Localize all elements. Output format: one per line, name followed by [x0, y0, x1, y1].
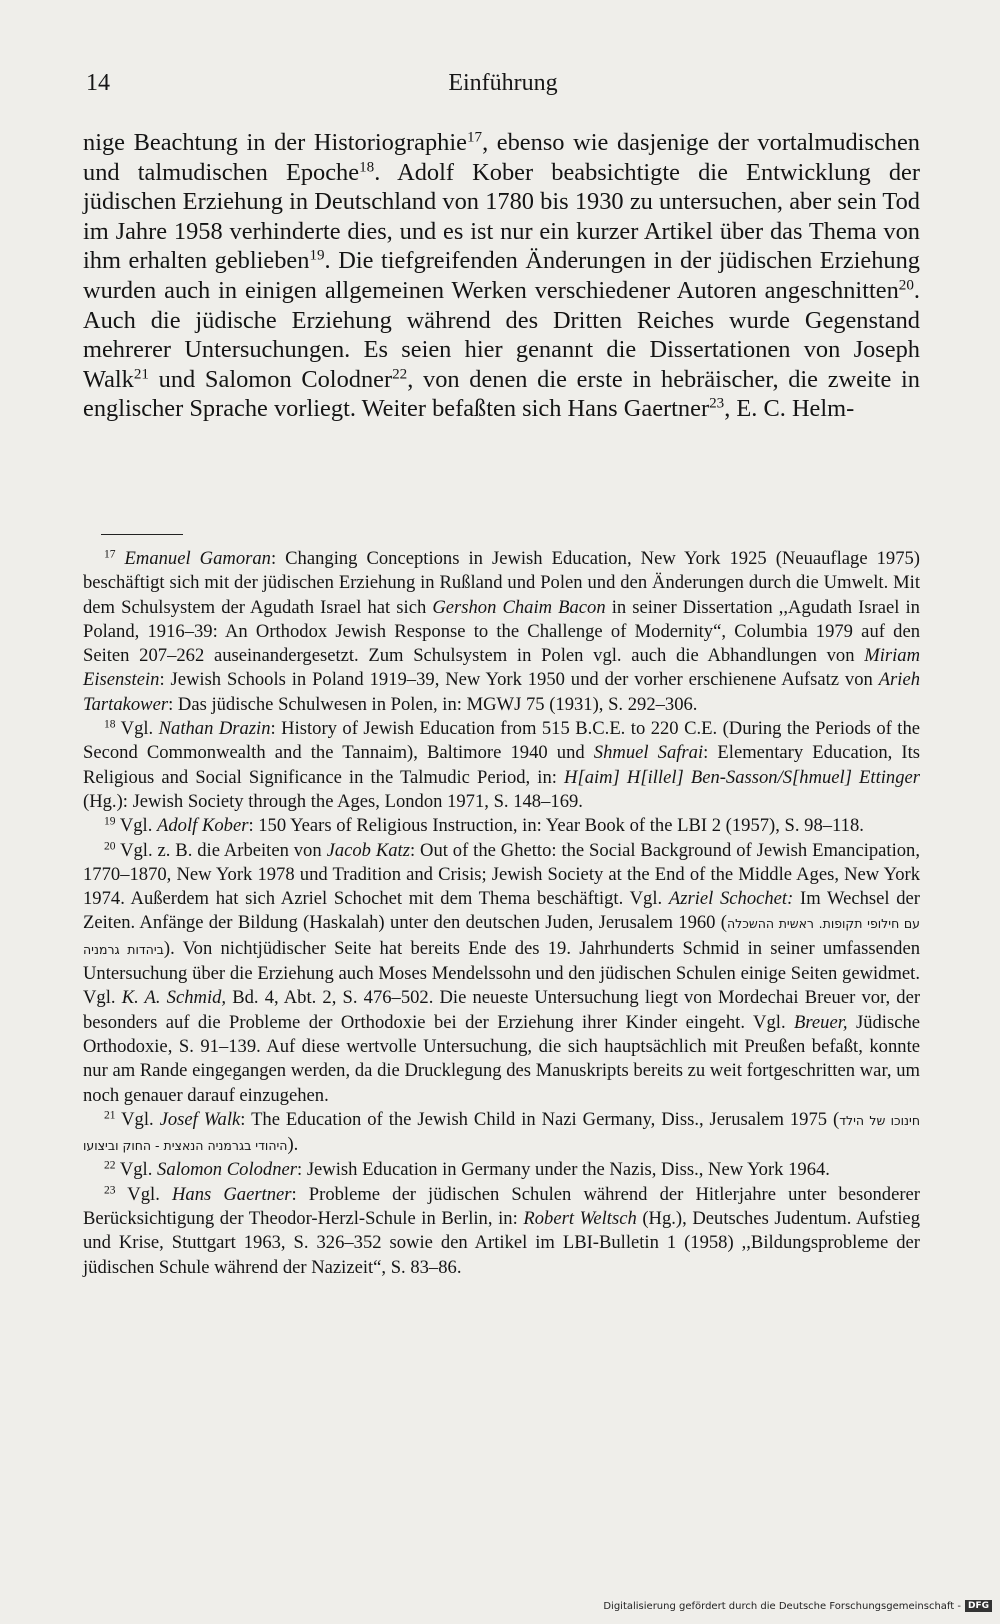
- footnote-19: $^{19}$ Vgl. Adolf Kober: 150 Years of Religious Instruction, in: Year Book of the LBI 2 (1957), S. 98–118.: [104, 815, 864, 837]
- dfg-logo: DFG: [965, 1600, 992, 1612]
- footnote-22: $^{22}$ Vgl. Salomon Colodner: Jewish Education in Germany under the Nazis, Diss., New York 1964.: [104, 1159, 830, 1181]
- body-paragraph: nige Beachtung in der Historiographie$^{17}$, ebenso wie dasjenige der vortalmudischen und talmudischen Epoche$^{18}$. Adolf Kober beabsichtigte die Entwicklung der jüdischen Erziehung in Deutschland von 1780 bis 1930 zu untersuchen, aber sein Tod im Jahre 1958 verhinderte dies, und es ist nur ein kurzer Artikel über das Thema von ihm erhalten geblieben$^{19}$. Die tiefgreifenden Änderungen in der jüdischen Erziehung wurden auch in einigen allgemeinen Werken verschiedener Autoren angeschnitten$^{20}$. Auch die jüdische Erziehung während des Dritten Reiches wurde Gegenstand mehrerer Untersuchungen. Es seien hier genannt die Dissertationen von Joseph Walk$^{21}$ und Salomon Colodner$^{22}$, von denen die erste in hebräischer, die zweite in englischer Sprache vorliegt. Weiter befaßten sich Hans Gaertner$^{23}$, E. C. Helm-: [83, 129, 920, 423]
- running-title: Einführung: [448, 70, 558, 96]
- footnote-ref-17[interactable]: 17: [466, 129, 483, 146]
- footnote-ref-18[interactable]: 18: [359, 159, 375, 176]
- footnotes: [83, 547, 920, 1280]
- footnote-ref-20[interactable]: 20: [898, 277, 914, 294]
- footnote-ref-22[interactable]: 22: [392, 366, 408, 383]
- hebrew-title: חינוכו של הילד היהודי בגרמניה הנאצית - החוק וביצועו: [83, 1112, 920, 1154]
- digitization-credit: [603, 1600, 992, 1612]
- footnote-23: $^{23}$ Vgl. Hans Gaertner: Probleme der jüdischen Schulen während der Hitlerjahre unter besonderer Berücksichtigung der Theodor-Herzl-Schule in Berlin, in: Robert Weltsch (Hg.), Deutsches Judentum. Aufstieg und Krise, Stuttgart 1963, S. 326–352 sowie den Artikel im LBI-Bulletin 1 (1958) ,,Bildungsprobleme der jüdischen Schule während der Nazizeit“, S. 83–86.: [83, 1183, 920, 1278]
- footnote-ref-23[interactable]: 23: [709, 396, 725, 413]
- footnote-20: $^{20}$ Vgl. z. B. die Arbeiten von Jacob Katz: Out of the Ghetto: the Social Background of Jewish Emancipation, 1770–1870, New York 1978 und Tradition and Crisis; Jewish Society at the End of the Middle Ages, New York 1974. Außerdem hat sich Azriel Schochet mit dem Thema beschäftigt. Vgl. Azriel Schochet: Im Wechsel der Zeiten. Anfänge der Bildung (Haskalah) unter den deutschen Juden, Jerusalem 1960 (עם חילופי תקופות. ראשית ההשכלה ביהדות גרמניה). Von nichtjüdischer Seite hat bereits Ende des 19. Jahrhunderts Schmid in seiner umfassenden Untersuchung über die Erziehung auch Moses Mendelssohn und den jüdischen Schulen einige Seiten gewidmet. Vgl. K. A. Schmid, Bd. 4, Abt. 2, S. 476–502. Die neueste Untersuchung liegt von Mordechai Breuer vor, der besonders auf die Probleme der Orthodoxie bei der Erziehung ihrer Kinder eingeht. Vgl. Breuer, Jüdische Orthodoxie, S. 91–139. Auf diese wertvolle Untersuchung, die sich hauptsächlich mit Preußen befaßt, konnte nur am Rande eingegangen werden, da die Drucklegung des Manuskripts bereits zu weit fortgeschritten war, um noch genauer darauf einzugehen.: [83, 839, 921, 1106]
- credit-text: Digitalisierung gefördert durch die Deutsche Forschungsgemeinschaft -: [603, 1600, 961, 1612]
- footnote-21: $^{21}$ Vgl. Josef Walk: The Education of the Jewish Child in Nazi Germany, Diss., Jerusalem 1975 (חינוכו של הילד היהודי בגרמניה הנאצית - החוק וביצועו).: [83, 1108, 920, 1156]
- footnote-ref-19[interactable]: 19: [309, 248, 325, 265]
- footnote-18: $^{18}$ Vgl. Nathan Drazin: History of Jewish Education from 515 B.C.E. to 220 C.E. (During the Periods of the Second Commonwealth and the Tannaim), Baltimore 1940 und Shmuel Safrai: Elementary Education, Its Religious and Social Significance in the Talmudic Period, in: H[aim] H[illel] Ben-Sasson/S[hmuel] Ettinger (Hg.): Jewish Society through the Ages, London 1971, S. 148–169.: [83, 718, 920, 812]
- footnote-divider: [101, 534, 183, 535]
- hebrew-title: עם חילופי תקופות. ראשית ההשכלה ביהדות גרמניה: [83, 916, 920, 957]
- footnote-ref-21[interactable]: 21: [133, 366, 149, 383]
- page-header: [86, 64, 920, 100]
- page-number: 14: [86, 70, 110, 96]
- body-text: [83, 128, 920, 424]
- footnote-17: $^{17}$ Emanuel Gamoran: Changing Conceptions in Jewish Education, New York 1925 (Neuauflage 1975) beschäftigt sich mit der jüdischen Erziehung in Rußland und Polen und den Änderungen durch die Umwelt. Mit dem Schulsystem der Agudath Israel hat sich Gershon Chaim Bacon in seiner Dissertation ,,Agudath Israel in Poland, 1916–39: An Orthodox Jewish Response to the Challenge of Modernity“, Columbia 1979 auf den Seiten 207–262 auseinandergesetzt. Zum Schulsystem in Polen vgl. auch die Abhandlungen von Miriam Eisenstein: Jewish Schools in Poland 1919–39, New York 1950 und der vorher erschienene Aufsatz von Arieh Tartakower: Das jüdische Schulwesen in Polen, in: MGWJ 75 (1931), S. 292–306.: [83, 548, 920, 715]
